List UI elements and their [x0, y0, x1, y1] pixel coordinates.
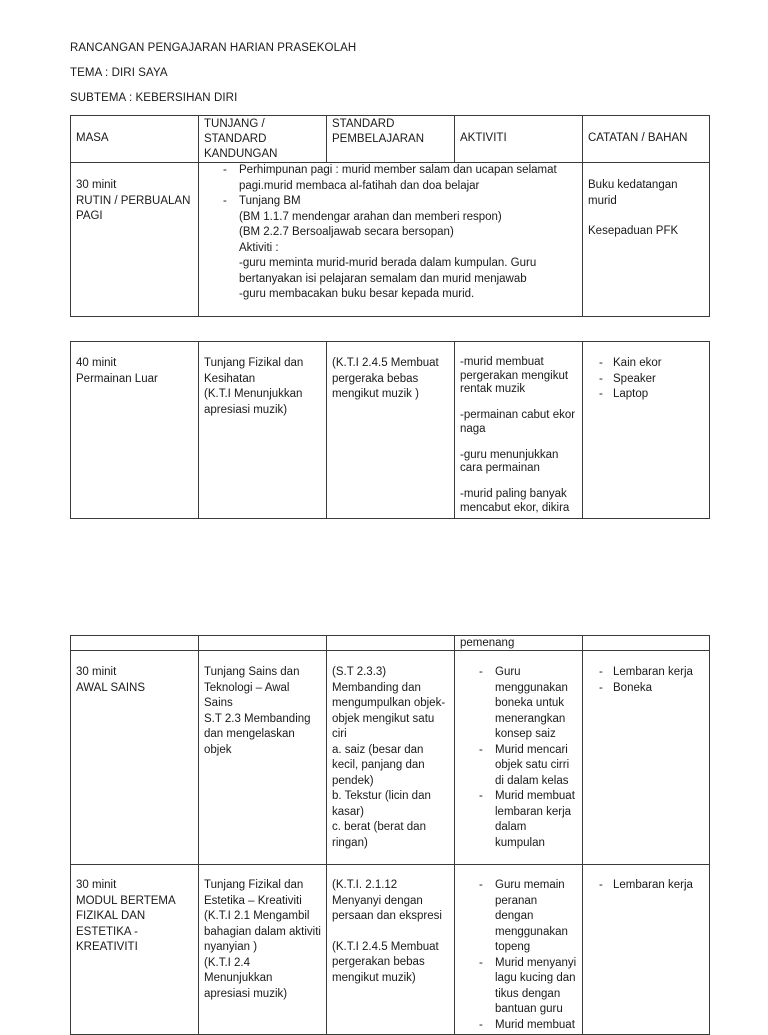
- masa-time: 40 minit: [76, 357, 117, 369]
- standard-cell: [327, 342, 455, 519]
- masa-name: MODUL BERTEMA FIZIKAL DAN ESTETIKA - KREATIVITI: [76, 894, 176, 953]
- standard-text: (K.T.I 2.4.5 Membuat pergeraka bebas mengikut muzik ): [332, 357, 439, 400]
- empty-cell: [583, 636, 710, 651]
- header-aktiviti: AKTIVITI: [455, 116, 583, 163]
- empty-cell: [327, 636, 455, 651]
- aktiviti-cell: [455, 342, 583, 519]
- table-row: [71, 865, 710, 1035]
- masa-name: Permainan Luar: [76, 372, 158, 385]
- aktiviti-line-2: -guru membacakan buku besar kepada murid.: [239, 288, 475, 300]
- standard-c: c. berat (berat dan ringan): [332, 821, 426, 849]
- empty-cell: [71, 636, 199, 651]
- tunjang-text: Tunjang Fizikal dan Estetika – Kreativiti: [204, 879, 304, 907]
- masa-name: RUTIN / PERBUALAN PAGI: [76, 194, 191, 222]
- standard-cell: [327, 865, 455, 1035]
- list-item: - Speaker: [597, 372, 704, 388]
- bahan-cell: [583, 651, 710, 865]
- table-row: [71, 651, 710, 865]
- list-item: - Guru memain peranan dengan menggunakan topeng: [473, 878, 577, 956]
- aktiviti-label: Aktiviti :: [239, 241, 279, 254]
- masa-cell: [71, 865, 199, 1035]
- aktiviti-line-1: -guru meminta murid-murid berada dalam kumpulan. Guru bertanyakan isi pelajaran semalam dan murid menjawab: [239, 257, 537, 285]
- bahan-cell: [583, 342, 710, 519]
- tema-line: TEMA : DIRI SAYA: [70, 67, 168, 79]
- header-standard: STANDARD PEMBELAJARAN: [327, 116, 455, 163]
- lesson-table-1: [70, 115, 710, 317]
- masa-cell: [71, 651, 199, 865]
- tunjang-sk: S.T 2.3 Membanding dan mengelaskan objek: [204, 712, 311, 756]
- masa-time: 30 minit: [76, 666, 117, 678]
- header-masa: MASA: [71, 116, 199, 163]
- masa-time: 30 minit: [76, 179, 117, 191]
- list-item: - Murid mencari objek satu cirri di dalam kelas: [473, 743, 577, 790]
- table-header-row: [71, 116, 710, 163]
- aktiviti-item-4: -murid paling banyak mencabut ekor, dikira: [460, 487, 570, 514]
- tunjang-sk-1: (K.T.I 2.1 Mengambil bahagian dalam aktiviti nyanyian ): [204, 910, 321, 953]
- lesson-table-2: [70, 341, 710, 519]
- masa-name: AWAL SAINS: [76, 681, 146, 694]
- standard-code: (S.T 2.3.3): [332, 666, 387, 678]
- aktiviti-item-2: -permainan cabut ekor naga: [460, 409, 576, 435]
- standard-a: a. saiz (besar dan kecil, panjang dan pendek): [332, 743, 425, 787]
- list-item: - Guru menggunakan boneka untuk menerangkan konsep saiz: [473, 665, 577, 743]
- list-item: - Kain ekor: [597, 356, 704, 372]
- tunjang-cell: [199, 651, 327, 865]
- standard-cell: [327, 651, 455, 865]
- bahan-cell: [583, 865, 710, 1035]
- list-item: - Tunjang BM: [217, 194, 578, 210]
- standard-b: b. Tekstur (licin dan kasar): [332, 790, 431, 818]
- masa-time: 30 minit: [76, 879, 117, 891]
- bm-standard-1: (BM 1.1.7 mendengar arahan dan memberi respon): [239, 210, 502, 223]
- catatan-line-2: Kesepaduan PFK: [588, 225, 679, 237]
- rutin-merged-cell: [199, 163, 583, 317]
- table-row: [71, 163, 710, 317]
- list-item: - Murid menyanyi lagu kucing dan tikus dengan bantuan guru: [473, 956, 577, 1018]
- catatan-line-1: Buku kedatangan murid: [588, 179, 678, 207]
- list-item: - Murid membuat: [473, 1018, 577, 1034]
- table-row: [71, 342, 710, 519]
- masa-cell: [71, 163, 199, 317]
- aktiviti-continued: pemenang: [455, 636, 583, 651]
- masa-cell: [71, 342, 199, 519]
- aktiviti-item-3: -guru menunjukkan cara permainan: [460, 448, 559, 475]
- list-item: - Lembaran kerja: [597, 665, 704, 681]
- lesson-table-3: [70, 635, 710, 1035]
- aktiviti-cell: [455, 651, 583, 865]
- tunjang-cell: [199, 865, 327, 1035]
- standard-desc: Membanding dan mengumpulkan objek-objek mengikut satu ciri: [332, 681, 446, 740]
- empty-cell: [199, 636, 327, 651]
- standard-1: (K.T.I. 2.1.12 Menyanyi dengan persaan dan ekspresi: [332, 879, 442, 922]
- catatan-cell: [583, 163, 710, 317]
- tunjang-sk-2: (K.T.I 2.4 Menunjukkan apresiasi muzik): [204, 956, 288, 1000]
- list-item: - Perhimpunan pagi : murid member salam dan ucapan selamat pagi.murid membaca al-fatihah dan doa belajar: [217, 163, 578, 194]
- bm-standard-2: (BM 2.2.7 Bersoaljawab secara bersopan): [239, 226, 454, 238]
- subtema-line: SUBTEMA : KEBERSIHAN DIRI: [70, 92, 238, 104]
- list-item: - Murid membuat lembaran kerja dalam kumpulan: [473, 789, 577, 851]
- aktiviti-cell: [455, 865, 583, 1035]
- aktiviti-item-1: -murid membuat pergerakan mengikut rentak muzik: [460, 356, 569, 396]
- tunjang-cell: [199, 342, 327, 519]
- header-catatan: CATATAN / BAHAN: [583, 116, 710, 163]
- header-tunjang: TUNJANG / STANDARD KANDUNGAN: [199, 116, 327, 163]
- list-item: - Boneka: [597, 681, 704, 697]
- document-title: RANCANGAN PENGAJARAN HARIAN PRASEKOLAH: [70, 42, 357, 54]
- list-item: - Lembaran kerja: [597, 878, 704, 894]
- tunjang-kt: (K.T.I Menunjukkan apresiasi muzik): [204, 388, 303, 416]
- list-item: - Laptop: [597, 387, 704, 403]
- table-row: [71, 636, 710, 651]
- tunjang-text: Tunjang Sains dan Teknologi – Awal Sains: [204, 666, 300, 709]
- tunjang-text: Tunjang Fizikal dan Kesihatan: [204, 357, 304, 385]
- standard-2: (K.T.I 2.4.5 Membuat pergerakan bebas mengikut muzik): [332, 940, 439, 984]
